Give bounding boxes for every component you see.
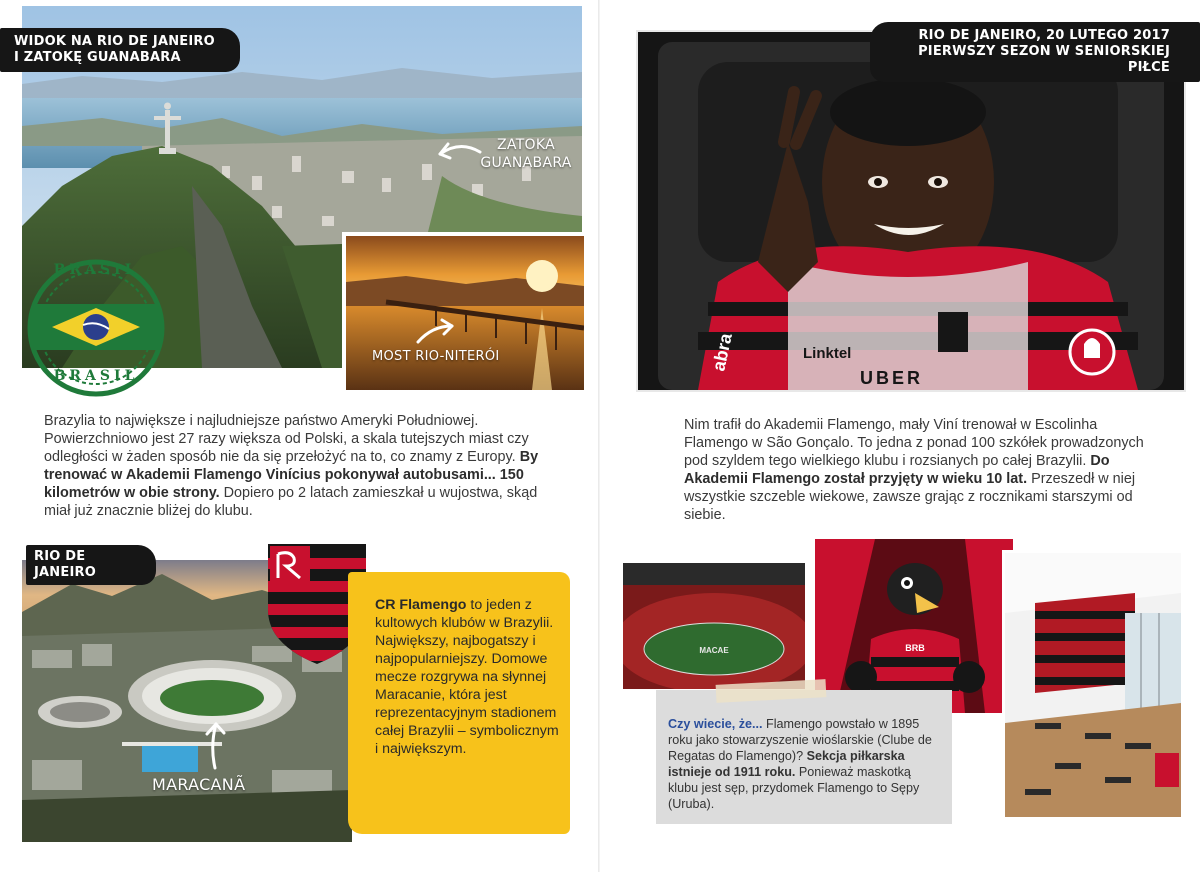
bridge-illustration [346,236,584,390]
shirt-sponsor-1: Linktel [803,345,852,362]
academy-paragraph [684,416,1164,524]
player-label [870,22,1200,82]
stamp-top-text: BRASIL [53,262,139,278]
stamp-bottom-text: BRASIL [53,368,139,384]
did-you-know-text2: Ponieważ maskotką klubu jest sęp, przydomek Flamengo to Sępy (Uruba). [668,765,920,811]
pitch-text: MACAE [699,646,729,655]
restaurant-photo [1002,550,1184,820]
did-you-know-text1: Flamengo powstało w 1895 roku jako stowarzyszenie wioślarskie (Clube de Regatas do Flamengo)? [668,717,932,763]
brazil-paragraph-text1: Brazylia to największe i najludniejsze państwo Ameryki Południowej. Powierzchniowo jest 27 razy większa od Polski, a skala tutejszych miast czy odległości w żaden sposób nie da się przełożyć na to, co znamy z Europy. [44,413,529,465]
did-you-know-text [668,716,944,812]
brazil-paragraph [44,412,560,520]
brazil-paragraph-text2: Dopiero po 2 latach zamieszkał u wujostwa, skąd miał już znacznie bliżej do klubu. [44,485,538,519]
did-you-know-lead: Czy wiecie, że... [668,717,763,731]
guanabara-caption-line2: GUANABARA [480,155,572,171]
guanabara-caption [476,136,576,172]
guanabara-caption-line1: ZATOKA [497,137,555,153]
stadium-label: RIO DE JANEIRO [26,545,156,585]
stadium-interior-illustration [623,563,805,689]
mascot-shirt-text: BRB [905,643,925,653]
flamengo-yellow-text [375,596,560,758]
right-page [600,0,1200,872]
academy-paragraph-text2: Przeszedł w niej wszystkie szczeble wiekowe, zawsze grając z rocznikami starszymi od siebie. [684,471,1136,523]
panorama-label-line2: I ZATOKĘ GUANABARA [14,50,181,65]
flamengo-yellow-body: to jeden z kultowych klubów w Brazylii. Największy, najbogatszy i najpopularniejszy. Domowe mecze rozgrywa na słynnej Maracanie, która jest reprezentacyjnym stadionem całej Brazylii – symbolicznym i największym. [375,597,559,757]
stadium-interior-photo [620,560,808,692]
academy-paragraph-text1: Nim trafił do Akademii Flamengo, mały Viní trenował w Escolinha Flamengo w São Gonçalo. To jedna z ponad 100 szkółek prowadzonych pod szyldem tego wielkiego klubu i rozsianych po całej Brazylii. [684,417,1144,469]
player-illustration [638,32,1184,390]
player-photo [636,30,1186,392]
arrow-up-right-icon [414,318,458,346]
panorama-label-line1: WIDOK NA RIO DE JANEIRO [14,34,215,49]
bridge-photo [342,232,588,394]
did-you-know-bold: Sekcja piłkarska istnieje od 1911 roku. [668,749,905,779]
bridge-caption: MOST RIO-NITERÓI [372,349,500,364]
shirt-sponsor-2: UBER [860,368,924,388]
mascot-photo [812,536,1016,716]
player-label-line2: PIERWSZY SEZON W SENIORSKIEJ PIŁCE [918,44,1170,75]
arrow-up-icon [200,718,230,770]
mascot-illustration [815,539,1013,713]
brazil-paragraph-bold: By trenować w Akademii Flamengo Vinícius pokonywał autobusami... 150 kilometrów w obie strony. [44,449,539,501]
maracana-caption: MARACANÃ [152,775,246,794]
brasil-stamp [22,256,170,400]
player-label-line1: RIO DE JANEIRO, 20 LUTEGO 2017 [918,28,1170,43]
panorama-label [0,28,240,72]
shirt-sponsor-3: abra [708,331,736,373]
flamengo-yellow-bold: CR Flamengo [375,597,467,613]
restaurant-illustration [1005,553,1181,817]
academy-paragraph-bold: Do Akademii Flamengo został przyjęty w wieku 10 lat. [684,453,1110,487]
